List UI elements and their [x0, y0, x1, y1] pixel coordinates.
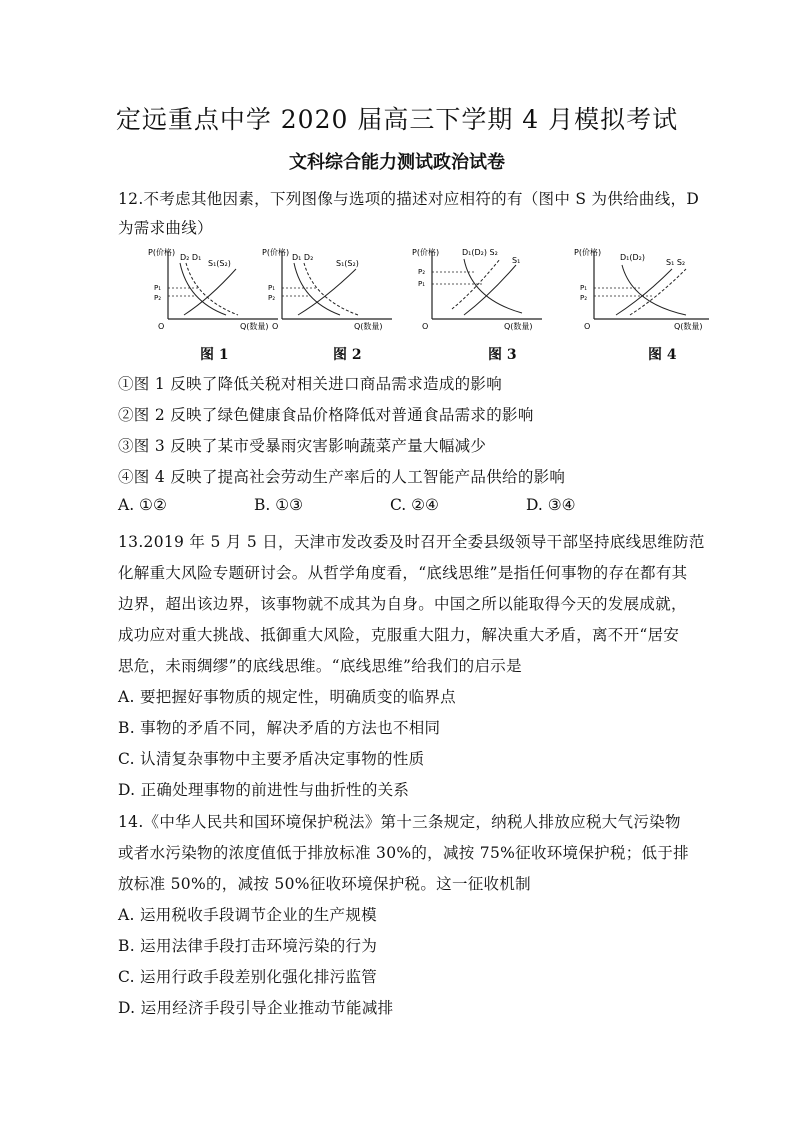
q14-option-d[interactable]: D. 运用经济手段引导企业推动节能减排 [118, 999, 394, 1017]
q14-stem-line-3: 放标准 50%的，减按 50%征收环境保护税。这一征收机制 [118, 875, 531, 893]
figure-1-d-labels: D₂ D₁ [180, 253, 202, 262]
q12-option-a[interactable]: A. ①② [118, 496, 167, 514]
figure-3-y-label: P(价格) [412, 248, 440, 257]
q12-stem-line-1: 12.不考虑其他因素，下列图像与选项的描述对应相符的有（图中 S 为供给曲线，D [118, 190, 700, 208]
q13-option-b[interactable]: B. 事物的矛盾不同，解决矛盾的方法也不相同 [118, 719, 441, 737]
figure-4-origin: O [584, 322, 591, 331]
figure-2-p-bottom: P₂ [268, 294, 276, 302]
q13-option-a[interactable]: A. 要把握好事物质的规定性，明确质变的临界点 [118, 688, 456, 706]
exam-title: 定远重点中学 2020 届高三下学期 4 月模拟考试 [115, 105, 679, 134]
q14-option-b[interactable]: B. 运用法律手段打击环境污染的行为 [118, 937, 378, 955]
figure-2-s-label: S₁(S₂) [336, 259, 359, 268]
figure-4-p-bottom: P₂ [580, 294, 588, 302]
figure-4-y-label: P(价格) [574, 248, 602, 257]
figure-1-p-bottom: P₂ [154, 294, 162, 302]
figure-3-caption: 图 3 [488, 347, 517, 363]
q13-stem-line-1: 13.2019 年 5 月 5 日，天津市发改委及时召开全委县级领导干部坚持底线思维防范 [118, 533, 705, 551]
q13-stem-line-2: 化解重大风险专题研讨会。从哲学角度看，“底线思维”是指任何事物的存在都有其 [118, 564, 688, 582]
q12-statement-3: ③图 3 反映了某市受暴雨灾害影响蔬菜产量大幅减少 [118, 437, 487, 455]
q12-option-b[interactable]: B. ①③ [254, 496, 304, 514]
figure-1-caption: 图 1 [200, 347, 229, 363]
figure-4-x-label: Q(数量) [674, 322, 703, 331]
figure-3-s-label: S₁ [512, 256, 521, 265]
figure-2-caption: 图 2 [333, 347, 362, 363]
q14-option-c[interactable]: C. 运用行政手段差别化强化排污监管 [118, 968, 378, 986]
q13-stem-line-3: 边界，超出该边界，该事物就不成其为自身。中国之所以能取得今天的发展成就， [118, 595, 687, 613]
figure-1-s-label: S₁(S₂) [208, 259, 231, 268]
figure-3-origin: O [422, 322, 429, 331]
figure-3-p-top: P₂ [418, 268, 426, 276]
figure-2-d-labels: D₁ D₂ [292, 253, 314, 262]
figure-4-d-labels: D₁(D₂) [620, 253, 645, 262]
q14-option-a[interactable]: A. 运用税收手段调节企业的生产规模 [118, 906, 377, 924]
figure-1-x-label: Q(数量) [240, 322, 269, 331]
q12-option-c[interactable]: C. ②④ [390, 496, 439, 514]
figure-2-x-label: Q(数量) [354, 322, 383, 331]
figure-4-caption: 图 4 [648, 347, 677, 363]
q12-statement-1: ①图 1 反映了降低关税对相关进口商品需求造成的影响 [118, 375, 503, 393]
figure-3-d-labels: D₁(D₂) S₂ [462, 248, 498, 257]
q13-stem-line-4: 成功应对重大挑战、抵御重大风险，克服重大阻力，解决重大矛盾，离不开“居安 [118, 626, 680, 644]
q13-stem-line-5: 思危，未雨绸缪”的底线思维。“底线思维”给我们的启示是 [118, 657, 522, 675]
figure-1-origin: O [158, 322, 165, 331]
figure-1-y-label: P(价格) [148, 248, 176, 257]
q12-statement-4: ④图 4 反映了提高社会劳动生产率后的人工智能产品供给的影响 [118, 468, 566, 486]
figure-3-p-bottom: P₁ [418, 280, 426, 288]
figure-2-origin: O [272, 322, 279, 331]
exam-subtitle: 文科综合能力测试政治试卷 [289, 152, 505, 173]
q13-option-c[interactable]: C. 认清复杂事物中主要矛盾决定事物的性质 [118, 750, 425, 768]
figure-2-p-top: P₁ [268, 284, 276, 292]
figure-1-p-top: P₁ [154, 284, 162, 292]
q14-stem-line-1: 14.《中华人民共和国环境保护税法》第十三条规定，纳税人排放应税大气污染物 [118, 813, 681, 831]
figure-4-s-label: S₁ S₂ [666, 258, 686, 267]
q12-statement-2: ②图 2 反映了绿色健康食品价格降低对普通食品需求的影响 [118, 406, 534, 424]
figure-2-y-label: P(价格) [262, 248, 290, 257]
q12-stem-line-2: 为需求曲线） [118, 219, 213, 237]
q13-option-d[interactable]: D. 正确处理事物的前进性与曲折性的关系 [118, 781, 410, 799]
figure-3-x-label: Q(数量) [504, 322, 533, 331]
q14-stem-line-2: 或者水污染物的浓度值低于排放标准 30%的，减按 75%征收环境保护税；低于排 [118, 844, 689, 862]
q12-option-d[interactable]: D. ③④ [526, 496, 576, 514]
figure-4-p-top: P₁ [580, 284, 588, 292]
